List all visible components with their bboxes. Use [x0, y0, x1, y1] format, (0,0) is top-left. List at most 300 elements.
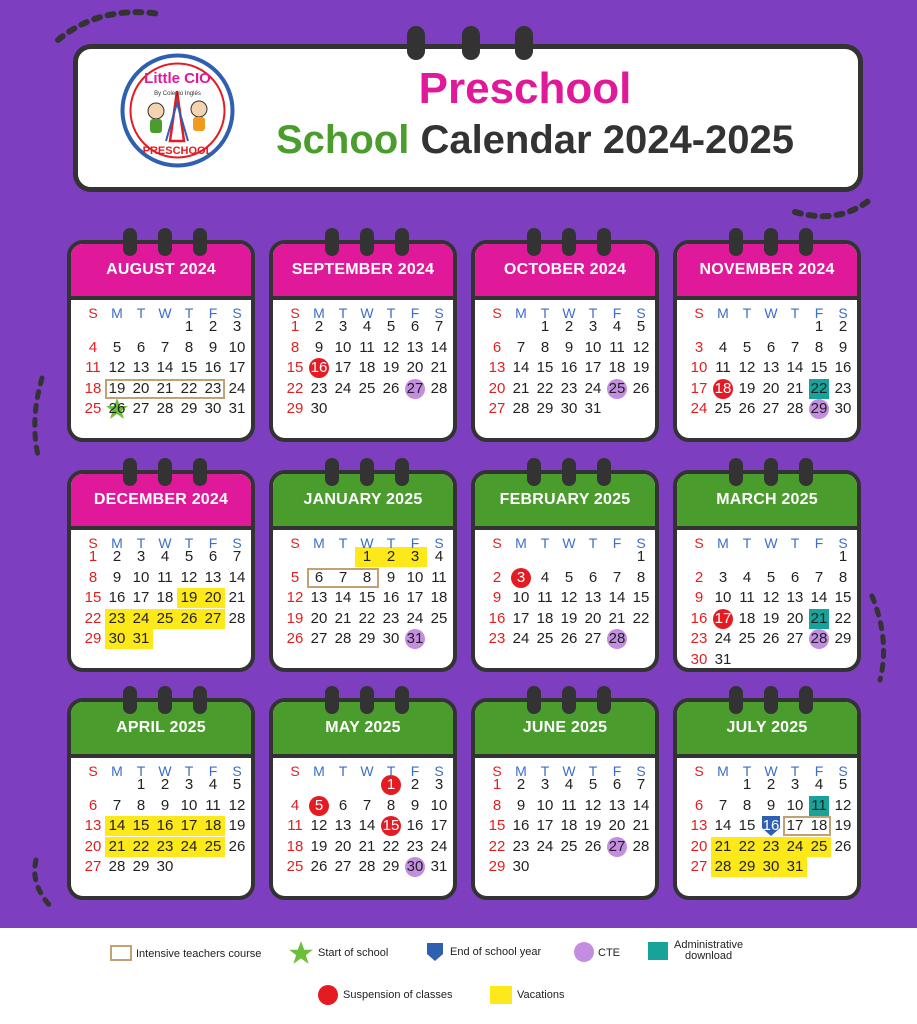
day-number: 19 — [560, 609, 578, 627]
day-number: 30 — [204, 400, 222, 417]
weekday-label: T — [742, 763, 752, 779]
legend-intensive-label: Intensive teachers course — [136, 948, 262, 960]
day-number: 27 — [334, 858, 352, 875]
day-number: 4 — [612, 318, 622, 335]
day-number: 18 — [738, 609, 756, 627]
day-number: 18 — [358, 359, 376, 376]
month-title: FEBRUARY 2025 — [475, 474, 655, 526]
month-divider — [475, 296, 655, 300]
day-number: 15 — [488, 817, 506, 834]
day-number: 26 — [310, 858, 328, 875]
binder-ring — [764, 686, 778, 714]
day-number: 21 — [430, 359, 448, 376]
day-number: 14 — [810, 589, 828, 606]
weekday-label: T — [588, 535, 598, 551]
day-number: 13 — [690, 817, 708, 834]
day-number: 22 — [834, 609, 852, 627]
binder-ring — [562, 228, 576, 256]
day-number: 13 — [584, 589, 602, 606]
weekday-label: S — [88, 305, 98, 321]
day-number: 26 — [762, 630, 780, 647]
weekday-label: S — [838, 305, 848, 321]
day-number: 10 — [690, 359, 708, 376]
weekday-label: S — [694, 535, 704, 551]
day-number: 21 — [156, 379, 174, 397]
day-number: 8 — [136, 796, 146, 814]
binder-ring — [799, 686, 813, 714]
day-number: 14 — [786, 359, 804, 376]
day-number: 10 — [406, 568, 424, 586]
day-number: 1 — [838, 548, 848, 565]
day-number: 8 — [814, 338, 824, 356]
day-number: 7 — [434, 318, 444, 335]
binder-ring — [562, 458, 576, 486]
weekday-label: S — [290, 535, 300, 551]
month-divider — [273, 754, 453, 758]
day-number: 24 — [334, 379, 352, 397]
day-number: 19 — [286, 609, 304, 627]
weekday-label: T — [742, 305, 752, 321]
day-number: 9 — [160, 796, 170, 814]
day-number: 4 — [564, 776, 574, 793]
weekday-label: M — [717, 535, 729, 551]
day-number: 4 — [362, 318, 372, 335]
weekday-label: W — [158, 763, 172, 779]
day-number: 19 — [738, 379, 756, 397]
weekday-label: T — [790, 305, 800, 321]
day-number: 30 — [382, 630, 400, 647]
day-number: 11 — [739, 589, 755, 606]
weekday-label: S — [88, 535, 98, 551]
day-number: 3 — [136, 548, 146, 565]
day-number: 18 — [286, 837, 304, 855]
day-number: 3 — [516, 568, 526, 586]
binder-ring — [527, 458, 541, 486]
day-number: 8 — [742, 796, 752, 814]
day-number: 16 — [488, 609, 506, 627]
day-number: 13 — [132, 359, 150, 376]
day-number: 16 — [156, 817, 174, 834]
weekday-label: F — [814, 763, 824, 779]
intensive-course-swatch — [110, 945, 132, 961]
weekday-label: T — [540, 305, 550, 321]
day-number: 16 — [108, 589, 126, 606]
weekday-label: S — [838, 763, 848, 779]
day-number: 19 — [180, 589, 198, 606]
binder-ring — [562, 686, 576, 714]
weekday-label: T — [386, 763, 396, 779]
day-number: 2 — [694, 568, 704, 586]
day-number: 23 — [488, 630, 506, 647]
binder-ring — [597, 458, 611, 486]
day-number: 1 — [814, 318, 824, 335]
binder-ring — [597, 228, 611, 256]
day-number: 28 — [358, 858, 376, 875]
logo-bottom-text: PRESCHOOL — [142, 145, 213, 157]
day-number: 23 — [560, 379, 578, 397]
title-school-word: School — [275, 118, 410, 162]
weekday-label: T — [136, 763, 146, 779]
day-number: 16 — [690, 609, 708, 627]
weekday-label: S — [232, 535, 242, 551]
day-number: 1 — [136, 776, 146, 793]
weekday-label: F — [814, 535, 824, 551]
day-number: 14 — [108, 817, 126, 834]
day-number: 31 — [132, 630, 150, 647]
day-number: 10 — [714, 589, 732, 606]
day-number: 26 — [108, 400, 126, 417]
day-number: 26 — [382, 379, 400, 397]
weekday-label: F — [410, 535, 420, 551]
day-number: 23 — [762, 837, 780, 855]
binder-ring — [395, 458, 409, 486]
binder-ring — [764, 228, 778, 256]
day-number: 20 — [584, 609, 602, 627]
day-number: 17 — [132, 589, 150, 606]
weekday-label: S — [636, 535, 646, 551]
month-card — [471, 240, 659, 442]
month-divider — [273, 296, 453, 300]
day-number: 9 — [564, 338, 574, 356]
day-number: 26 — [834, 837, 852, 855]
weekday-label: M — [717, 305, 729, 321]
day-number: 25 — [608, 379, 626, 397]
day-number: 26 — [560, 630, 578, 647]
day-number: 9 — [516, 796, 526, 814]
day-number: 25 — [358, 379, 376, 397]
day-number: 1 — [290, 318, 300, 335]
binder-ring — [193, 686, 207, 714]
day-number: 18 — [608, 359, 626, 376]
day-number: 6 — [136, 338, 146, 356]
day-number: 8 — [362, 568, 372, 586]
day-number: 11 — [537, 589, 553, 606]
day-number: 29 — [834, 630, 852, 647]
day-number: 9 — [112, 568, 122, 586]
weekday-label: W — [562, 535, 576, 551]
day-number: 30 — [156, 858, 174, 875]
day-number: 18 — [536, 609, 554, 627]
day-number: 15 — [358, 589, 376, 606]
day-number: 10 — [786, 796, 804, 814]
weekday-label: W — [360, 535, 374, 551]
day-number: 5 — [838, 776, 848, 793]
weekday-label: T — [184, 763, 194, 779]
month-title: SEPTEMBER 2024 — [273, 244, 453, 296]
day-number: 1 — [386, 776, 396, 793]
day-number: 5 — [314, 796, 324, 814]
day-number: 9 — [410, 796, 420, 814]
weekday-label: T — [540, 535, 550, 551]
day-number: 26 — [632, 379, 650, 397]
day-number: 1 — [492, 776, 502, 793]
day-number: 16 — [762, 817, 780, 834]
square-icon — [648, 942, 668, 960]
day-number: 3 — [434, 776, 444, 793]
weekday-label: S — [636, 305, 646, 321]
day-number: 30 — [108, 630, 126, 647]
day-number: 20 — [406, 359, 424, 376]
legend-vacations-label: Vacations — [517, 989, 565, 1001]
binder-ring — [360, 686, 374, 714]
day-number: 23 — [108, 609, 126, 627]
month-title: OCTOBER 2024 — [475, 244, 655, 296]
binder-ring — [193, 458, 207, 486]
month-title: JANUARY 2025 — [273, 474, 453, 526]
day-number: 29 — [84, 630, 102, 647]
weekday-label: T — [184, 305, 194, 321]
weekday-label: M — [515, 535, 527, 551]
month-card — [471, 698, 659, 900]
day-number: 30 — [512, 858, 530, 875]
day-number: 29 — [536, 400, 554, 417]
day-number: 1 — [540, 318, 550, 335]
day-number: 3 — [718, 568, 728, 586]
day-number: 1 — [362, 548, 372, 565]
day-number: 29 — [358, 630, 376, 647]
day-number: 9 — [838, 338, 848, 356]
month-divider — [71, 526, 251, 530]
day-number: 24 — [786, 837, 804, 855]
day-number: 5 — [386, 318, 396, 335]
weekday-label: F — [612, 535, 622, 551]
day-number: 29 — [488, 858, 506, 875]
day-number: 3 — [232, 318, 242, 335]
day-number: 10 — [430, 796, 448, 814]
month-title: MAY 2025 — [273, 702, 453, 754]
day-number: 27 — [786, 630, 804, 647]
day-number: 15 — [132, 817, 150, 834]
day-number: 25 — [286, 858, 304, 875]
binder-ring — [360, 458, 374, 486]
weekday-label: T — [386, 535, 396, 551]
weekday-label: W — [764, 763, 778, 779]
day-number: 22 — [488, 837, 506, 855]
day-number: 12 — [632, 338, 650, 356]
day-number: 26 — [286, 630, 304, 647]
day-number: 21 — [810, 609, 828, 627]
day-number: 10 — [584, 338, 602, 356]
day-number: 31 — [714, 650, 732, 668]
day-number: 24 — [406, 609, 424, 627]
weekday-label: F — [612, 305, 622, 321]
day-number: 28 — [228, 609, 246, 627]
weekday-label: T — [338, 763, 348, 779]
day-number: 7 — [636, 776, 646, 793]
weekday-label: S — [434, 535, 444, 551]
day-number: 2 — [160, 776, 170, 793]
day-number: 28 — [430, 379, 448, 397]
day-number: 12 — [108, 359, 126, 376]
day-number: 22 — [84, 609, 102, 627]
binder-ring — [325, 228, 339, 256]
day-number: 4 — [290, 796, 300, 814]
day-number: 22 — [536, 379, 554, 397]
day-number: 27 — [84, 858, 102, 875]
day-number: 17 — [786, 817, 804, 834]
month-card — [673, 470, 861, 672]
legend-cte-label: CTE — [598, 947, 620, 959]
day-number: 16 — [834, 359, 852, 376]
month-divider — [71, 754, 251, 758]
weekday-label: W — [764, 535, 778, 551]
day-number: 31 — [584, 400, 602, 417]
day-number: 4 — [434, 548, 444, 565]
day-number: 13 — [786, 589, 804, 606]
day-number: 20 — [204, 589, 222, 606]
day-number: 23 — [382, 609, 400, 627]
day-number: 29 — [810, 400, 828, 417]
day-number: 24 — [132, 609, 150, 627]
month-title: NOVEMBER 2024 — [677, 244, 857, 296]
vacation-swatch — [490, 986, 512, 1004]
binder-ring — [360, 228, 374, 256]
day-number: 10 — [228, 338, 246, 356]
weekday-label: F — [410, 763, 420, 779]
day-number: 19 — [762, 609, 780, 627]
weekday-label: M — [111, 305, 123, 321]
day-number: 13 — [488, 359, 506, 376]
day-number: 29 — [180, 400, 198, 417]
day-number: 3 — [540, 776, 550, 793]
day-number: 3 — [410, 548, 420, 565]
binder-ring — [799, 458, 813, 486]
logo-sub-text: By Colegio Inglés — [154, 91, 201, 97]
day-number: 15 — [536, 359, 554, 376]
day-number: 24 — [690, 400, 708, 417]
weekday-label: S — [290, 305, 300, 321]
day-number: 23 — [310, 379, 328, 397]
month-title: JUNE 2025 — [475, 702, 655, 754]
day-number: 5 — [588, 776, 598, 793]
day-number: 12 — [180, 568, 198, 586]
weekday-label: T — [588, 305, 598, 321]
day-number: 7 — [112, 796, 122, 814]
day-number: 7 — [160, 338, 170, 356]
binder-ring — [729, 458, 743, 486]
binder-ring — [597, 686, 611, 714]
day-number: 14 — [228, 568, 246, 586]
binder-ring — [799, 228, 813, 256]
day-number: 20 — [762, 379, 780, 397]
day-number: 12 — [738, 359, 756, 376]
day-number: 18 — [156, 589, 174, 606]
day-number: 7 — [338, 568, 348, 586]
day-number: 15 — [382, 817, 400, 834]
month-card — [67, 470, 255, 672]
day-number: 17 — [406, 589, 424, 606]
weekday-label: M — [313, 535, 325, 551]
day-number: 26 — [738, 400, 756, 417]
day-number: 16 — [310, 359, 328, 376]
day-number: 28 — [714, 858, 732, 875]
day-number: 2 — [112, 548, 122, 565]
day-number: 8 — [290, 338, 300, 356]
day-number: 5 — [564, 568, 574, 586]
month-divider — [475, 526, 655, 530]
day-number: 15 — [286, 359, 304, 376]
day-number: 25 — [430, 609, 448, 627]
weekday-label: W — [360, 305, 374, 321]
star-icon — [288, 940, 314, 966]
day-number: 18 — [714, 379, 732, 397]
day-number: 6 — [766, 338, 776, 356]
binder-ring — [193, 228, 207, 256]
day-number: 31 — [786, 858, 804, 875]
binder-ring — [395, 686, 409, 714]
day-number: 15 — [84, 589, 102, 606]
day-number: 7 — [232, 548, 242, 565]
day-number: 20 — [786, 609, 804, 627]
legend-end-label: End of school year — [450, 946, 542, 958]
weekday-label: T — [136, 535, 146, 551]
legend-suspension-label: Suspension of classes — [343, 989, 453, 1001]
school-logo — [120, 53, 235, 168]
day-number: 18 — [204, 817, 222, 834]
binder-ring — [729, 228, 743, 256]
binder-ring — [527, 686, 541, 714]
day-number: 21 — [608, 609, 626, 627]
day-number: 17 — [430, 817, 448, 834]
day-number: 16 — [406, 817, 424, 834]
day-number: 1 — [88, 548, 98, 565]
day-number: 4 — [814, 776, 824, 793]
day-number: 27 — [608, 837, 626, 855]
weekday-label: S — [88, 763, 98, 779]
day-number: 28 — [608, 630, 626, 647]
day-number: 6 — [410, 318, 420, 335]
day-number: 23 — [690, 630, 708, 647]
day-number: 12 — [286, 589, 304, 606]
binder-ring — [764, 458, 778, 486]
day-number: 8 — [838, 568, 848, 586]
weekday-label: W — [158, 305, 172, 321]
weekday-label: F — [612, 763, 622, 779]
intensive-course-box — [783, 816, 831, 836]
day-number: 19 — [310, 837, 328, 855]
day-number: 6 — [208, 548, 218, 565]
day-number: 18 — [560, 817, 578, 834]
day-number: 21 — [108, 837, 126, 855]
day-number: 24 — [180, 837, 198, 855]
day-number: 22 — [180, 379, 198, 397]
day-number: 4 — [540, 568, 550, 586]
circle-icon — [574, 942, 594, 962]
weekday-label: S — [434, 305, 444, 321]
month-card — [471, 470, 659, 672]
day-number: 2 — [386, 548, 396, 565]
shield-icon — [426, 942, 444, 962]
month-card — [269, 470, 457, 672]
day-number: 24 — [430, 837, 448, 855]
weekday-label: S — [636, 763, 646, 779]
day-number: 17 — [512, 609, 530, 627]
weekday-label: S — [434, 763, 444, 779]
day-number: 19 — [228, 817, 246, 834]
day-number: 20 — [488, 379, 506, 397]
weekday-label: W — [764, 305, 778, 321]
intensive-course-box — [105, 379, 225, 399]
month-title: JULY 2025 — [677, 702, 857, 754]
day-number: 4 — [160, 548, 170, 565]
day-number: 25 — [84, 400, 102, 417]
weekday-label: M — [313, 305, 325, 321]
legend-admin-label — [674, 940, 743, 962]
day-number: 2 — [410, 776, 420, 793]
binder-ring — [158, 228, 172, 256]
day-number: 23 — [204, 379, 222, 397]
day-number: 30 — [762, 858, 780, 875]
